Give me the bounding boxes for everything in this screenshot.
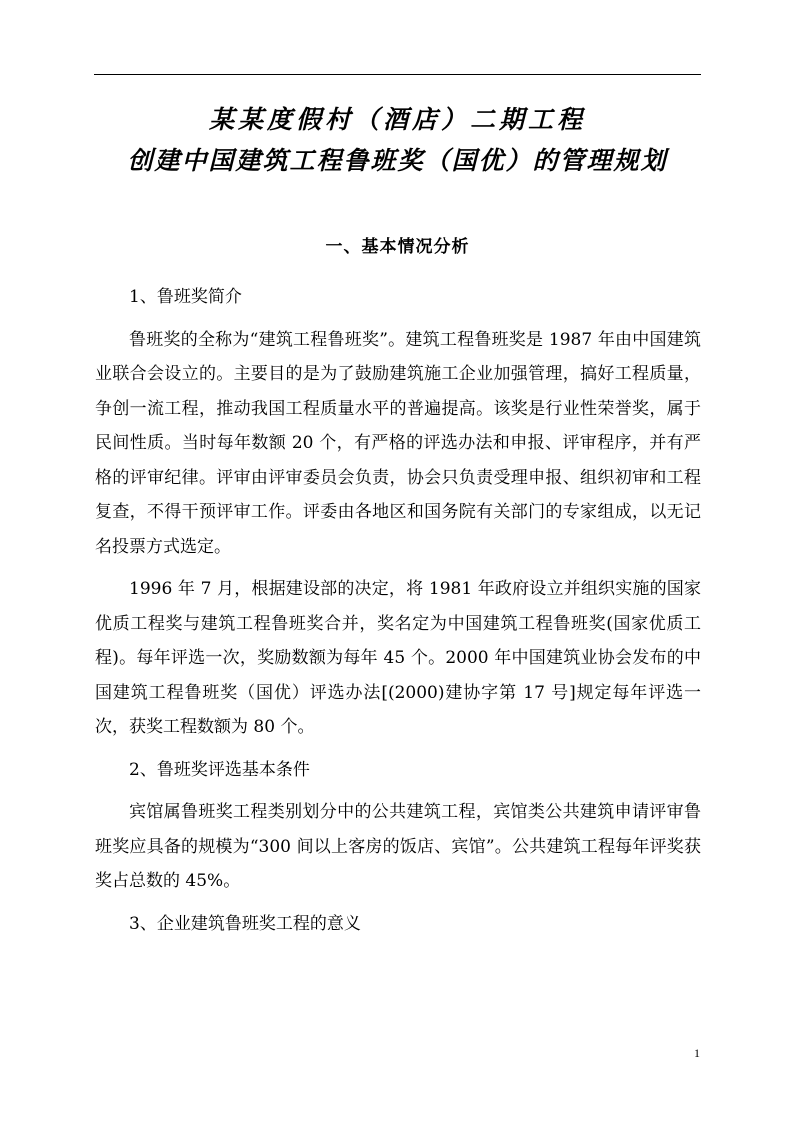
header-rule — [94, 74, 701, 75]
paragraph-3: 宾馆属鲁班奖工程类别划分中的公共建筑工程，宾馆类公共建筑申请评审鲁班奖应具备的规模为“300 间以上客房的饭店、宾馆”。公共建筑工程每年评奖获奖占总数的 45%。 — [95, 802, 701, 891]
subsection-title-2: 2、鲁班奖评选基本条件 — [129, 759, 310, 780]
paragraph-1: 鲁班奖的全称为“建筑工程鲁班奖”。建筑工程鲁班奖是 1987 年由中国建筑业联合会设立的。主要目的是为了鼓励建筑施工企业加强管理，搞好工程质量，争创一流工程，推动我国工程质量水平的普遍提高。该奖是行业性荣誉奖，属于民间性质。当时每年数额 20 个，有严格的评选办法和申报、评审程序，并有严格的评审纪律。评审由评审委员会负责，协会只负责受理申报、组织初审和工程复查，不得干预评审工作。评委由各地区和国务院有关部门的专家组成，以无记名投票方式选定。 — [95, 329, 701, 557]
section-heading: 一、基本情况分析 — [325, 237, 470, 257]
document-body — [95, 280, 701, 949]
page-number: 1 — [694, 1046, 700, 1060]
paragraph-2: 1996 年 7 月，根据建设部的决定，将 1981 年政府设立并组织实施的国家优质工程奖与建筑工程鲁班奖合并，奖名定为中国建筑工程鲁班奖(国家优质工程)。每年评选一次，奖励数额为每年 45 个。2000 年中国建筑业协会发布的中国建筑工程鲁班奖（国优）评选办法[(2000)建协字第 17 号]规定每年评选一次，获奖工程数额为 80 个。 — [95, 579, 701, 737]
document-title-line-1: 某某度假村（酒店）二期工程 — [208, 105, 586, 134]
subsection-title-3: 3、企业建筑鲁班奖工程的意义 — [129, 913, 361, 934]
document-title-line-2: 创建中国建筑工程鲁班奖（国优）的管理规划 — [127, 146, 668, 175]
subsection-title-1: 1、鲁班奖简介 — [129, 287, 242, 307]
